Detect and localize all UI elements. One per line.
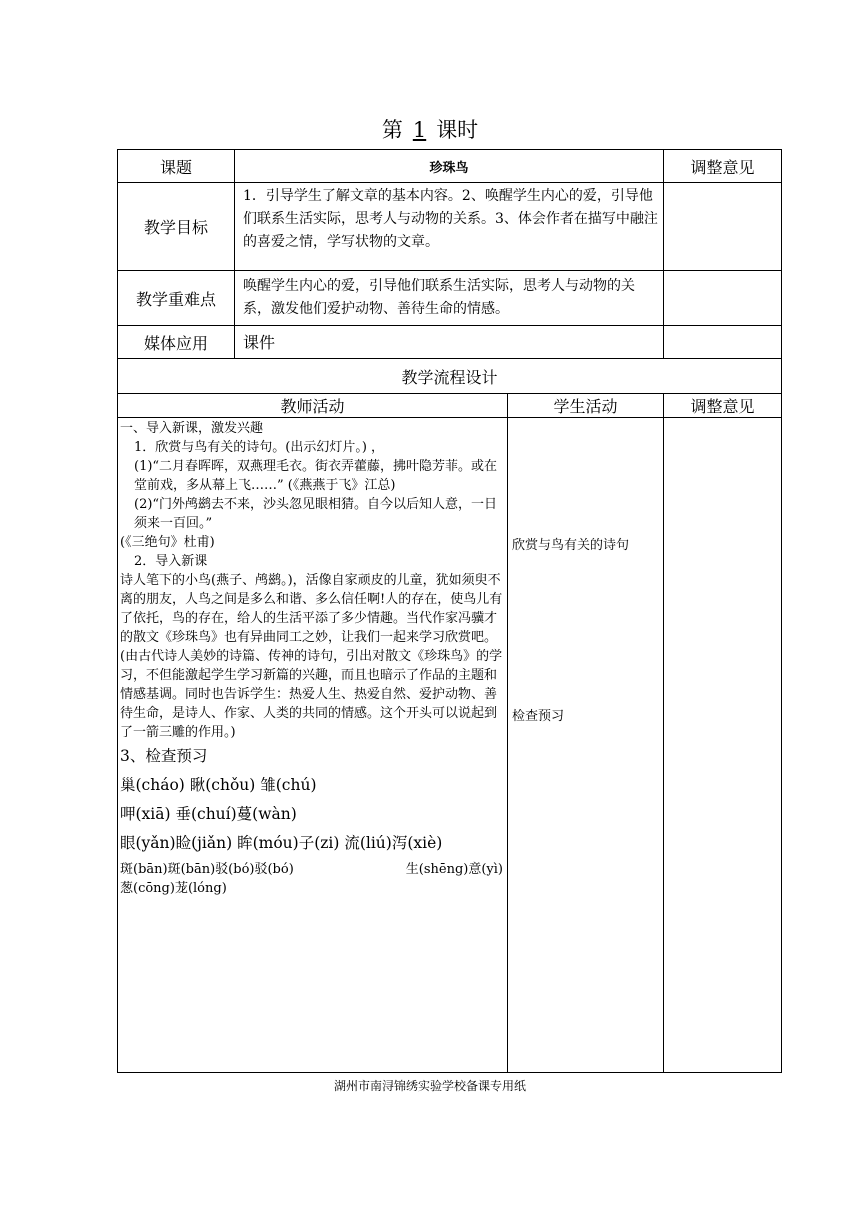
teacher-line: (《三绝句》杜甫)	[120, 535, 215, 550]
teacher-line: (1)“二月春晖晖，双燕理毛衣。街衣弄藿藤，拂叶隐芳菲。或在堂前戏，多从幕上飞……” (《燕燕于飞》江总)	[134, 459, 498, 493]
pinyin-part: 生(shēng)意(yì)	[405, 862, 503, 877]
pinyin-line: 眼(yǎn)睑(jiǎn) 眸(móu)子(zi) 流(liú)泻(xiè)	[120, 834, 443, 852]
key-label: 教学重难点	[118, 271, 235, 326]
goal-adjust-cell	[664, 183, 782, 271]
title-prefix: 第	[381, 118, 403, 142]
student-activity-item: 检查预习	[512, 709, 565, 724]
media-row	[118, 326, 782, 359]
page-footer: 湖州市南浔锦绣实验学校备课专用纸	[333, 1079, 526, 1093]
media-text: 课件	[235, 326, 664, 359]
teacher-line: 一、导入新课，激发兴趣	[120, 421, 264, 436]
activity-row	[118, 418, 782, 1073]
media-adjust-cell	[664, 326, 782, 359]
teacher-line: (2)“门外鸬鹚去不来，沙头忽见眼相猜。自今以后知人意，一日须来一百回。”	[134, 497, 498, 531]
flow-heading-row	[118, 359, 782, 394]
pinyin-line: 葱(cōng)茏(lóng)	[120, 881, 227, 896]
teacher-activity-cell	[118, 418, 508, 1073]
goal-label: 教学目标	[118, 183, 235, 271]
flow-heading: 教学流程设计	[118, 359, 782, 394]
goal-text: 1．引导学生了解文章的基本内容。2、唤醒学生内心的爱，引导他们联系生活实际，思考人与动物的关系。3、体会作者在描写中融注的喜爱之情，学写状物的文章。	[235, 183, 664, 271]
pinyin-part: 斑(bān)斑(bān)驳(bó)驳(bó)	[120, 862, 294, 877]
goal-row	[118, 183, 782, 271]
lesson-number: 1	[412, 118, 427, 142]
teacher-line: 1．欣赏与鸟有关的诗句。(出示幻灯片。) ，	[134, 440, 385, 455]
topic-row	[118, 150, 782, 183]
page-title	[0, 114, 860, 144]
teacher-line: (由古代诗人美妙的诗篇、传神的诗句，引出对散文《珍珠鸟》的学习，不但能激起学生学习新篇的兴趣，而且也暗示了作品的主题和情感基调。同时也告诉学生：热爱人生、热爱自然、爱护动物、善待生命，是诗人、作家、人类的共同的情感。这个开头可以说起到了一箭三雕的作用。)	[120, 649, 503, 740]
adjust-label: 调整意见	[664, 150, 782, 183]
student-activity-cell	[508, 418, 664, 1073]
teacher-activity-head: 教师活动	[118, 394, 508, 418]
student-activity-head: 学生活动	[508, 394, 664, 418]
title-suffix: 课时	[436, 118, 479, 142]
key-text: 唤醒学生内心的爱，引导他们联系生活实际，思考人与动物的关系，激发他们爱护动物、善待生命的情感。	[235, 271, 664, 326]
adjust-head: 调整意见	[664, 394, 782, 418]
pinyin-line: 巢(cháo) 瞅(chǒu) 雏(chú)	[120, 776, 317, 794]
topic-label: 课题	[118, 150, 235, 183]
topic-value: 珍珠鸟	[235, 150, 664, 183]
teacher-line: 诗人笔下的小鸟(燕子、鸬鹚。)，活像自家顽皮的儿童，犹如须臾不离的朋友，人鸟之间是多么和谐、多么信任啊!人的存在，使鸟儿有了依托，鸟的存在，给人的生活平添了多少情趣。当代作家冯骥才的散文《珍珠鸟》也有异曲同工之妙，让我们一起来学习欣赏吧。	[120, 573, 503, 645]
teacher-line: 3、检查预习	[120, 747, 208, 765]
activity-header-row	[118, 394, 782, 418]
pinyin-line: 呷(xiā) 垂(chuí)蔓(wàn)	[120, 805, 297, 823]
teacher-line: 2．导入新课	[134, 554, 208, 569]
media-label: 媒体应用	[118, 326, 235, 359]
key-row	[118, 271, 782, 326]
key-adjust-cell	[664, 271, 782, 326]
student-activity-item: 欣赏与鸟有关的诗句	[512, 538, 630, 553]
pinyin-line	[120, 860, 505, 879]
lesson-plan-table	[117, 149, 782, 1073]
activity-adjust-cell	[664, 418, 782, 1073]
